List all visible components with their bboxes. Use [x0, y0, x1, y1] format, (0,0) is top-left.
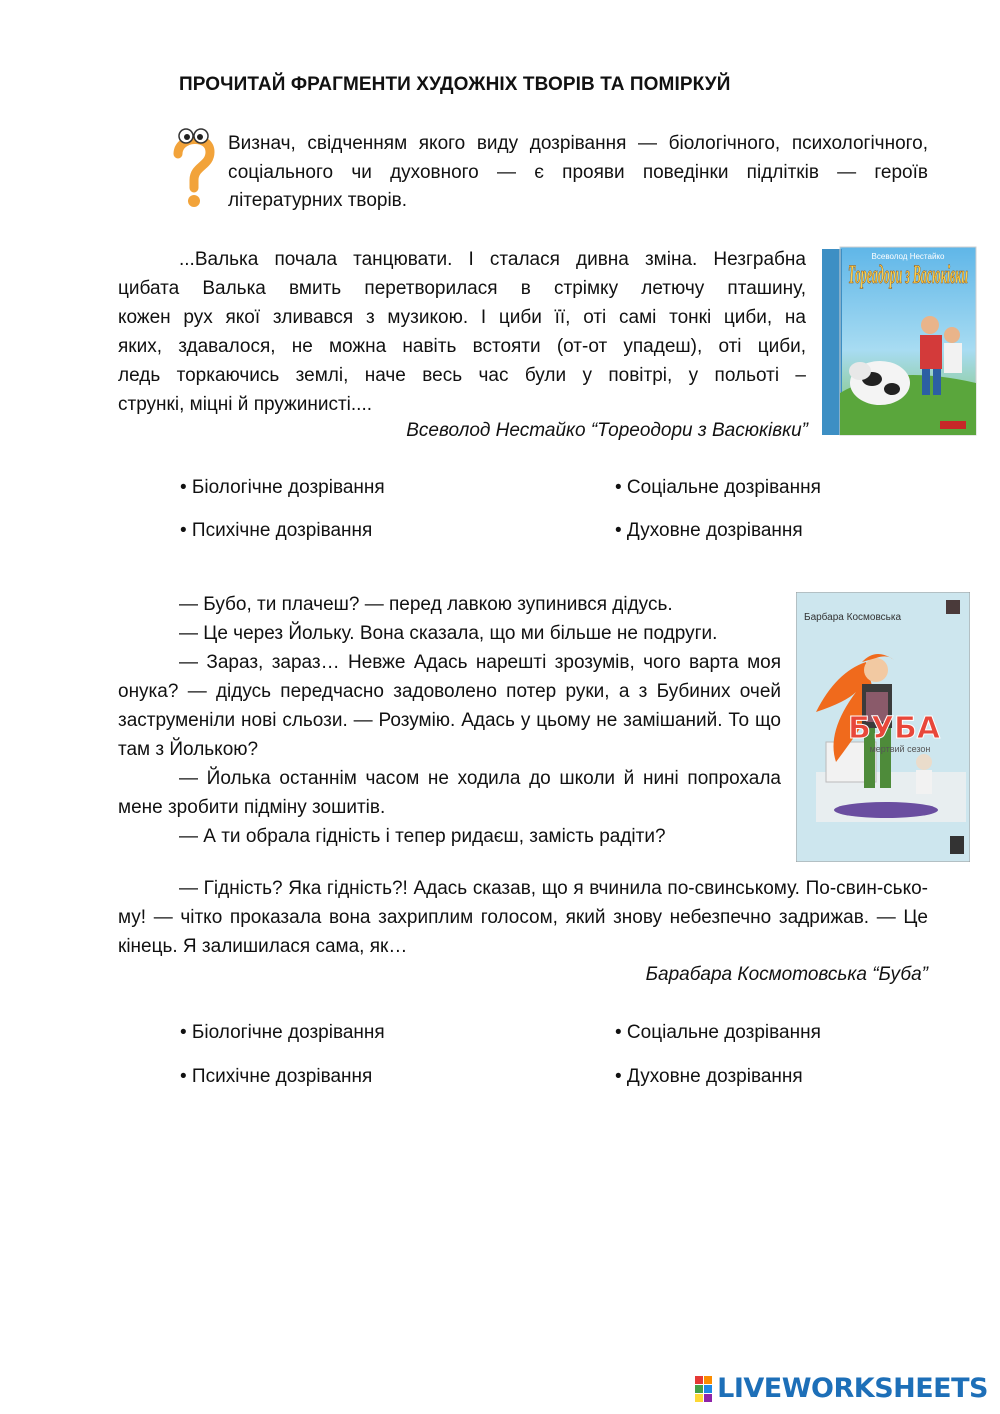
book-1-author: Всеволод Нестайко: [871, 252, 945, 261]
dialogue-line: — Йолька останнім часом не ходила до школи й нині попрохала мене зробити підміну зошитів.: [118, 768, 781, 818]
excerpt-2-text-wide: [118, 874, 928, 961]
logo-block: [695, 1385, 703, 1393]
question-mark-icon: [170, 126, 218, 210]
dialogue-line: — Зараз, зараз… Невже Адась нарешті зрозумів, чого варта моя онука? — дідусь передчасно задоволено потер руки, а з Бубиних очей заструменіли нові сльози. — Розумію. Адась у цьому не замішаний. То що там з Йолькою?: [118, 652, 781, 760]
option-social-2[interactable]: • Соціальне дозрівання: [615, 1022, 821, 1043]
book-cover-toreadory: [820, 243, 980, 436]
book-2-title: БУБА: [847, 711, 941, 746]
excerpt-1-line: цибата Валька вмить перетворилася в стрімку летючу пташину,: [118, 278, 806, 299]
dialogue-line: — А ти обрала гідність і тепер ридаєш, замість радіти?: [179, 826, 666, 847]
logo-block: [695, 1394, 703, 1402]
option-spiritual-2[interactable]: • Духовне дозрівання: [615, 1066, 803, 1087]
logo-block: [704, 1376, 712, 1384]
logo-block: [695, 1376, 703, 1384]
logo-block: [704, 1394, 712, 1402]
option-psychic-1[interactable]: • Психічне дозрівання: [180, 520, 373, 541]
logo-blocks-icon: [695, 1376, 712, 1402]
dialogue-line: — Це через Йольку. Вона сказала, що ми більше не подруги.: [179, 623, 718, 644]
page-title: ПРОЧИТАЙ ФРАГМЕНТИ ХУДОЖНІХ ТВОРІВ ТА ПОМІРКУЙ: [179, 74, 731, 95]
excerpt-1-text: [118, 245, 806, 419]
book-2-author: Барбара Космовська: [804, 612, 902, 623]
book-1-title: Тореадори з Васюківки: [848, 260, 968, 289]
excerpt-2-text: [118, 590, 781, 851]
logo-block: [704, 1385, 712, 1393]
excerpt-2-author: Барабара Космотовська “Буба”: [645, 964, 928, 985]
option-biological-1[interactable]: • Біологічне дозрівання: [180, 477, 385, 498]
logo-text: LIVEWORKSHEETS: [717, 1373, 988, 1404]
dialogue-line: — Бубо, ти плачеш? — перед лавкою зупинився дідусь.: [179, 594, 673, 615]
excerpt-1-line: яких, здавалося, не можна навіть встояти (от-от упадеш), оті циби,: [118, 336, 806, 357]
option-social-1[interactable]: • Соціальне дозрівання: [615, 477, 821, 498]
option-biological-2[interactable]: • Біологічне дозрівання: [180, 1022, 385, 1043]
book-2-subtitle: мертвий сезон: [869, 744, 931, 754]
option-psychic-2[interactable]: • Психічне дозрівання: [180, 1066, 373, 1087]
excerpt-1-line: кожен рух якої зливався з музикою. І циби її, оті самі тонкі циби, на: [118, 307, 806, 328]
book-cover-buba: [796, 592, 970, 862]
excerpt-1-line: стрункі, міцні й пружинисті....: [118, 394, 373, 415]
option-spiritual-1[interactable]: • Духовне дозрівання: [615, 520, 803, 541]
excerpt-1-line: ледь торкаючись землі, наче весь час були у повітрі, у польоті –: [118, 365, 806, 386]
liveworksheets-logo: [695, 1373, 988, 1404]
dialogue-line: — Гідність? Яка гідність?! Адась сказав, що я вчинила по-свинському. По-свин-сько-му! — чітко проказала вона захриплим голосом, який знову небезпечно задрижав. — Це кінець. Я залишилася сама, як…: [118, 878, 928, 957]
excerpt-1-author: Всеволод Нестайко “Тореодори з Васюківки”: [406, 420, 808, 441]
task-instruction: Визнач, свідченням якого виду дозрівання — біологічного, психологічного, соціального чи духовного — є прояви поведінки підлітків — героїв літературних творів.: [228, 133, 928, 211]
excerpt-1-line: ...Валька почала танцювати. І сталася дивна зміна. Незграбна: [179, 249, 806, 270]
